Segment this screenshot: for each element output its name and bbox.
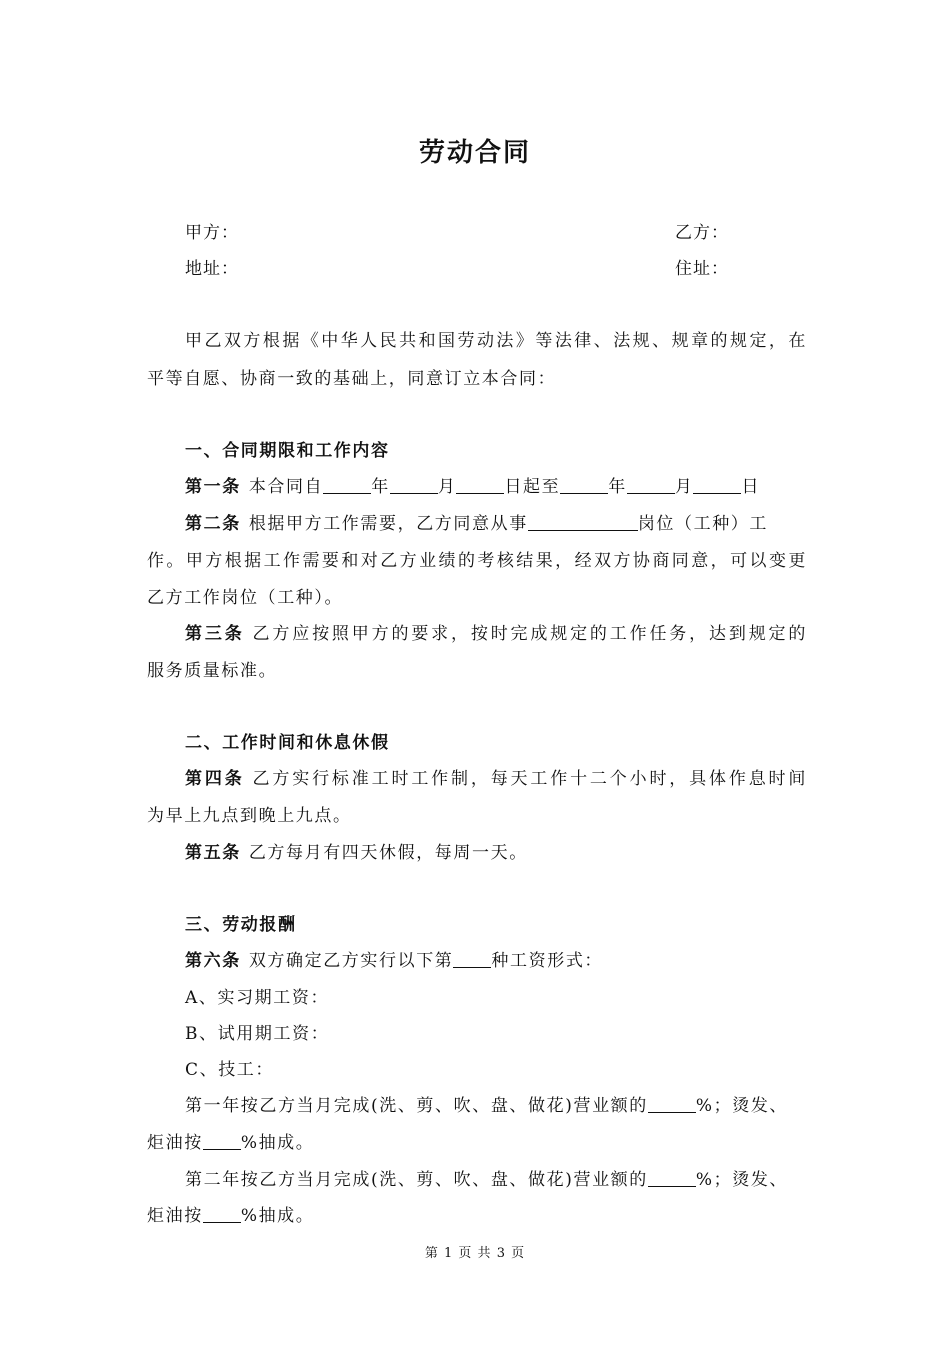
- year-1-text: %；烫发、: [695, 1096, 789, 1116]
- article-1-text: 年: [608, 477, 627, 497]
- article-1-text: 本合同自: [248, 477, 324, 497]
- article-6-head: 第六条: [185, 951, 241, 971]
- section-heading-3: 三、劳动报酬: [185, 915, 297, 935]
- year-1-line-2: [147, 1128, 807, 1153]
- article-6: [185, 946, 807, 971]
- article-2-line-2: 作。甲方根据工作需要和对乙方业绩的考核结果，经双方协商同意，可以变更: [147, 551, 807, 571]
- article-2-text: 根据甲方工作需要，乙方同意从事: [248, 514, 528, 534]
- year-2-text: %；烫发、: [695, 1170, 789, 1190]
- year-1-text: %抽成。: [240, 1133, 315, 1153]
- article-4-head: 第四条: [185, 769, 245, 789]
- party-b-label: 乙方：: [675, 223, 729, 243]
- article-5-head: 第五条: [185, 843, 241, 863]
- article-5-text: 乙方每月有四天休假，每周一天。: [248, 843, 528, 863]
- year-1-text: 炬油按: [147, 1133, 203, 1153]
- year-2-text: %抽成。: [240, 1206, 315, 1226]
- article-1-text: 月: [674, 477, 694, 497]
- year-1-line-1: [185, 1091, 807, 1116]
- address-a-label: 地址：: [185, 259, 239, 279]
- option-c: C、技工：: [185, 1060, 275, 1080]
- section-heading-1: 一、合同期限和工作内容: [185, 441, 390, 461]
- article-1-text: 日起至: [504, 477, 561, 497]
- blank-end-year[interactable]: [560, 478, 608, 494]
- article-1-text: 月: [437, 477, 457, 497]
- article-2-line-1: [185, 509, 807, 534]
- blank-wage-form[interactable]: [453, 952, 491, 968]
- blank-year2-percent[interactable]: [648, 1171, 696, 1187]
- article-4-line-2: 为早上九点到晚上九点。: [147, 806, 352, 826]
- blank-position[interactable]: [528, 515, 638, 531]
- blank-year1-perm-percent[interactable]: [203, 1134, 241, 1150]
- option-a: A、实习期工资：: [185, 988, 330, 1008]
- blank-end-month[interactable]: [627, 478, 675, 494]
- article-2-line-3: 乙方工作岗位（工种）。: [147, 588, 344, 608]
- article-3-text: 乙方应按照甲方的要求，按时完成规定的工作任务，达到规定的: [252, 624, 807, 644]
- page-footer: 第 1 页 共 3 页: [424, 1246, 526, 1261]
- article-5: [185, 838, 807, 863]
- article-4-text: 乙方实行标准工时工作制，每天工作十二个小时，具体作息时间: [252, 769, 807, 789]
- blank-year2-perm-percent[interactable]: [203, 1207, 241, 1223]
- article-3-line-2: 服务质量标准。: [147, 661, 278, 681]
- article-1-text: 日: [741, 477, 761, 497]
- year-2-text: 第二年按乙方当月完成(洗、剪、吹、盘、做花)营业额的: [185, 1170, 648, 1190]
- year-2-line-1: [185, 1165, 807, 1190]
- page-title: 劳动合同: [418, 138, 531, 168]
- article-1-head: 第一条: [185, 477, 241, 497]
- blank-year1-percent[interactable]: [648, 1097, 696, 1113]
- article-3-line-1: [185, 619, 807, 644]
- article-2-text: 岗位（工种）工: [637, 514, 769, 534]
- blank-start-year[interactable]: [323, 478, 371, 494]
- intro-line-1: 甲乙双方根据《中华人民共和国劳动法》等法律、法规、规章的规定，在: [185, 331, 807, 351]
- year-1-text: 第一年按乙方当月完成(洗、剪、吹、盘、做花)营业额的: [185, 1096, 648, 1116]
- party-a-label: 甲方：: [185, 223, 239, 243]
- section-heading-2: 二、工作时间和休息休假: [185, 733, 390, 753]
- intro-line-2: 平等自愿、协商一致的基础上，同意订立本合同：: [147, 369, 557, 389]
- blank-end-day[interactable]: [693, 478, 741, 494]
- option-b: B、试用期工资：: [185, 1024, 330, 1044]
- article-3-head: 第三条: [185, 624, 245, 644]
- article-2-head: 第二条: [185, 514, 241, 534]
- blank-start-month[interactable]: [390, 478, 438, 494]
- blank-start-day[interactable]: [456, 478, 504, 494]
- address-b-label: 住址：: [675, 259, 729, 279]
- article-1-text: 年: [371, 477, 390, 497]
- article-1: [185, 472, 807, 497]
- article-6-text: 种工资形式：: [491, 951, 604, 971]
- article-6-text: 双方确定乙方实行以下第: [248, 951, 454, 971]
- year-2-line-2: [147, 1201, 807, 1226]
- year-2-text: 炬油按: [147, 1206, 203, 1226]
- article-4-line-1: [185, 764, 807, 789]
